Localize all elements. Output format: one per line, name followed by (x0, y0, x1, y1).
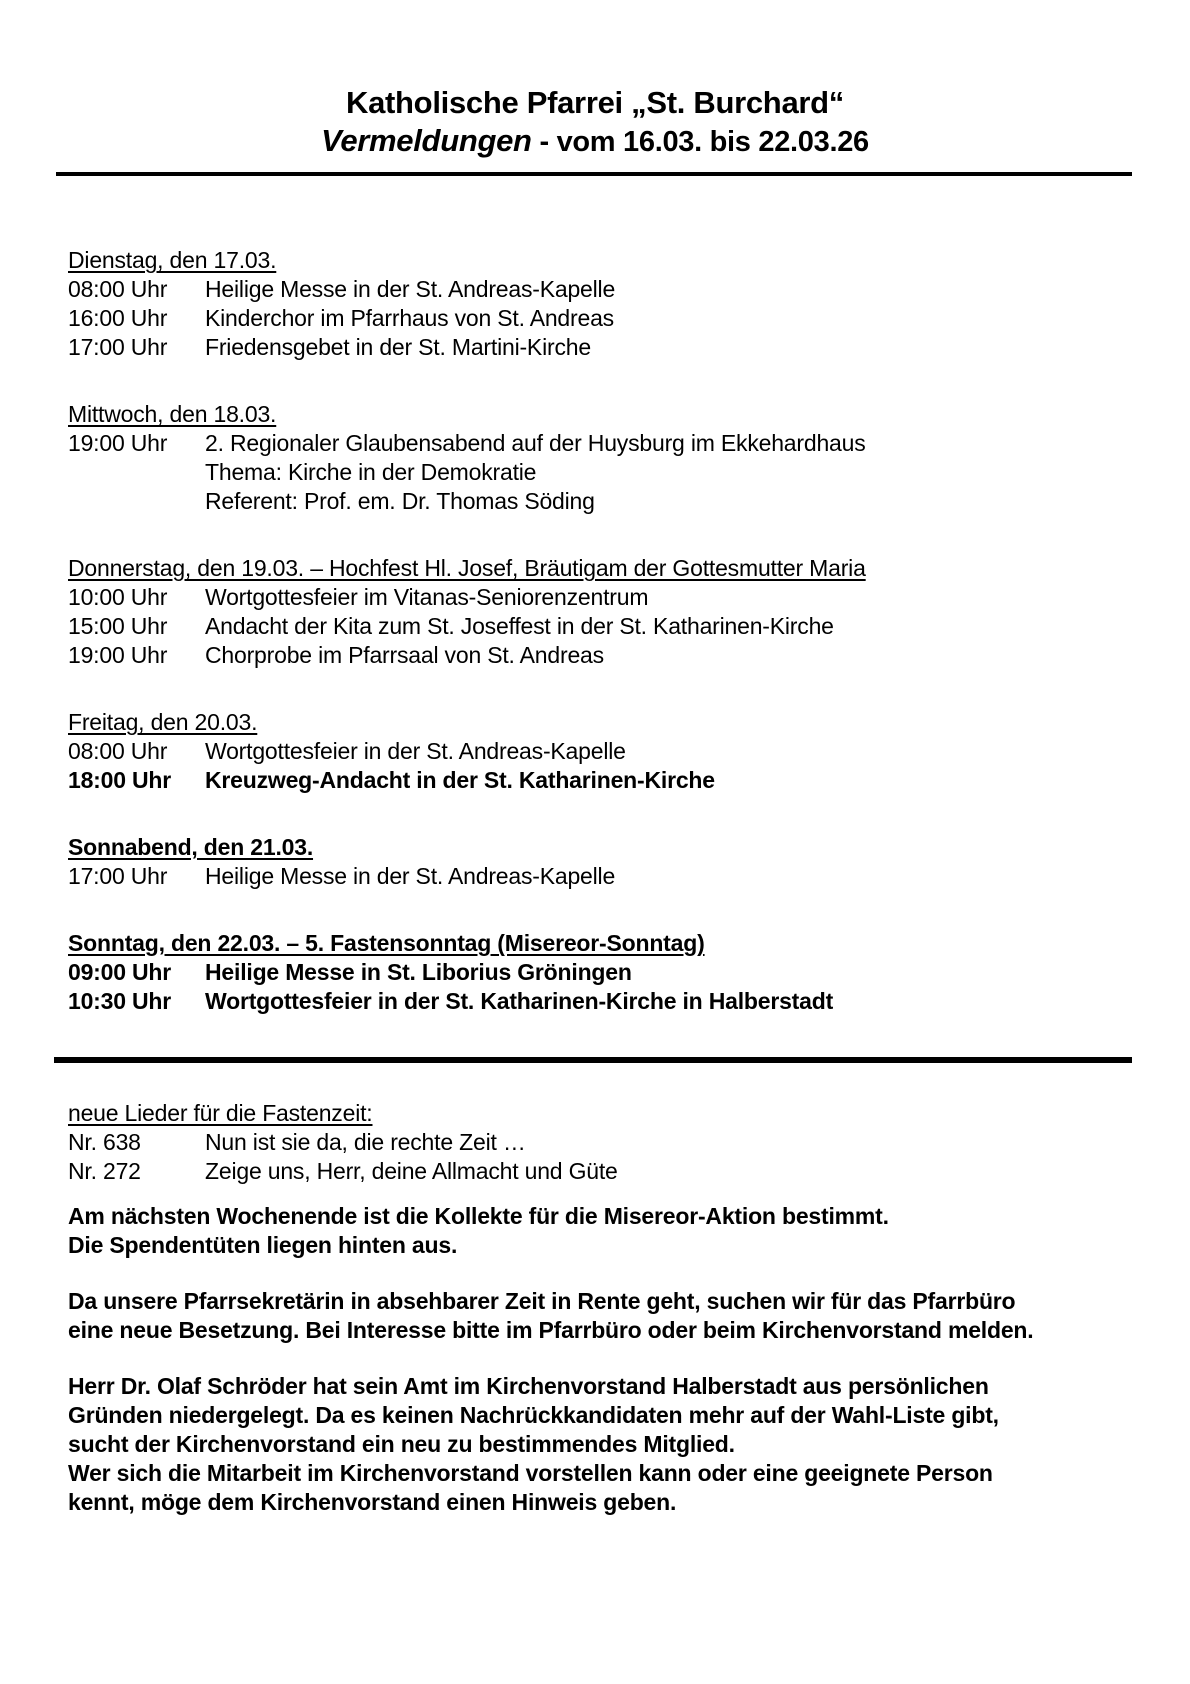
notice-paragraph-pfarrbuero (68, 1287, 1130, 1345)
day-section-sonntag (68, 929, 1130, 1016)
event-time: 08:00 Uhr (68, 738, 168, 764)
notice-line: sucht der Kirchenvorstand ein neu zu bestimmendes Mitglied. (68, 1431, 735, 1457)
schedule-row (68, 487, 1130, 516)
document-subtitle (0, 124, 1190, 159)
songs-section (68, 1099, 1130, 1186)
song-title: Zeige uns, Herr, deine Allmacht und Güte (205, 1158, 618, 1184)
event-description: Wortgottesfeier in der St. Katharinen-Kirche in Halberstadt (205, 988, 834, 1014)
event-time: 17:00 Uhr (68, 334, 168, 360)
event-description: Chorprobe im Pfarrsaal von St. Andreas (205, 642, 604, 668)
event-description: Kinderchor im Pfarrhaus von St. Andreas (205, 305, 614, 331)
event-time: 09:00 Uhr (68, 959, 172, 985)
event-description: Wortgottesfeier in der St. Andreas-Kapelle (205, 738, 626, 764)
song-title: Nun ist sie da, die rechte Zeit … (205, 1129, 526, 1155)
event-time: 10:30 Uhr (68, 988, 172, 1014)
day-heading: Donnerstag, den 19.03. – Hochfest Hl. Josef, Bräutigam der Gottesmutter Maria (68, 555, 866, 581)
notice-line: Am nächsten Wochenende ist die Kollekte für die Misereor-Aktion bestimmt. (68, 1203, 889, 1229)
event-time (68, 458, 205, 487)
schedule-row (68, 737, 1130, 766)
schedule-row (68, 612, 1130, 641)
day-heading: Mittwoch, den 18.03. (68, 401, 277, 427)
schedule-row (68, 987, 1130, 1016)
event-time: 19:00 Uhr (68, 430, 168, 456)
notice-paragraph-kirchenvorstand (68, 1372, 1130, 1517)
event-time: 08:00 Uhr (68, 276, 168, 302)
event-description: Heilige Messe in der St. Andreas-Kapelle (205, 863, 616, 889)
notice-line: Herr Dr. Olaf Schröder hat sein Amt im Kirchenvorstand Halberstadt aus persönlichen (68, 1373, 989, 1399)
day-section-freitag (68, 708, 1130, 795)
schedule-row (68, 304, 1130, 333)
subtitle-date-range: - vom 16.03. bis 22.03.26 (539, 126, 869, 158)
event-description: Wortgottesfeier im Vitanas-Seniorenzentrum (205, 584, 649, 610)
schedule-row (68, 333, 1130, 362)
schedule-row (68, 862, 1130, 891)
schedule-row (68, 458, 1130, 487)
day-section-mittwoch (68, 400, 1130, 516)
event-description: Andacht der Kita zum St. Joseffest in der St. Katharinen-Kirche (205, 613, 834, 639)
day-heading: Dienstag, den 17.03. (68, 247, 277, 273)
notice-line: Gründen niedergelegt. Da es keinen Nachrückkandidaten mehr auf der Wahl-Liste gibt, (68, 1402, 999, 1428)
event-time (68, 487, 205, 516)
song-row (68, 1128, 1130, 1157)
event-description: Kreuzweg-Andacht in der St. Katharinen-Kirche (205, 767, 715, 793)
notice-line: Da unsere Pfarrsekretärin in absehbarer Zeit in Rente geht, suchen wir für das Pfarrbüro (68, 1288, 1016, 1314)
day-section-donnerstag (68, 554, 1130, 670)
event-description: Referent: Prof. em. Dr. Thomas Söding (205, 488, 595, 514)
parish-title: Katholische Pfarrei „St. Burchard“ (346, 85, 844, 120)
day-heading: Freitag, den 20.03. (68, 709, 258, 735)
schedule-row (68, 766, 1130, 795)
event-time: 18:00 Uhr (68, 767, 172, 793)
notice-line: Die Spendentüten liegen hinten aus. (68, 1232, 458, 1258)
content-divider-rule (54, 1057, 1132, 1063)
schedule-row (68, 275, 1130, 304)
song-number: Nr. 272 (68, 1158, 141, 1184)
notice-line: Wer sich die Mitarbeit im Kirchenvorstand vorstellen kann oder eine geeignete Person (68, 1460, 993, 1486)
day-section-sonnabend (68, 833, 1130, 891)
event-time: 15:00 Uhr (68, 613, 168, 639)
subtitle-name: Vermeldungen (321, 123, 532, 158)
event-description: Friedensgebet in der St. Martini-Kirche (205, 334, 591, 360)
event-time: 19:00 Uhr (68, 642, 168, 668)
notice-line: kennt, möge dem Kirchenvorstand einen Hinweis geben. (68, 1489, 677, 1515)
schedule-row (68, 958, 1130, 987)
event-time: 10:00 Uhr (68, 584, 168, 610)
song-row (68, 1157, 1130, 1186)
songs-heading: neue Lieder für die Fastenzeit: (68, 1100, 373, 1126)
event-description: Heilige Messe in St. Liborius Gröningen (205, 959, 632, 985)
notice-paragraph-kollekte (68, 1202, 1130, 1260)
schedule-row (68, 429, 1130, 458)
schedule-row (68, 583, 1130, 612)
day-heading: Sonnabend, den 21.03. (68, 834, 314, 860)
event-time: 17:00 Uhr (68, 863, 168, 889)
notice-line: eine neue Besetzung. Bei Interesse bitte im Pfarrbüro oder beim Kirchenvorstand melden. (68, 1317, 1034, 1343)
document-body (0, 176, 1190, 1517)
song-number: Nr. 638 (68, 1129, 141, 1155)
event-description: Thema: Kirche in der Demokratie (205, 459, 537, 485)
document-header (0, 0, 1190, 159)
event-time: 16:00 Uhr (68, 305, 168, 331)
event-description: 2. Regionaler Glaubensabend auf der Huysburg im Ekkehardhaus (205, 430, 866, 456)
day-heading: Sonntag, den 22.03. – 5. Fastensonntag (Misereor-Sonntag) (68, 930, 705, 956)
day-section-dienstag (68, 246, 1130, 362)
event-description: Heilige Messe in der St. Andreas-Kapelle (205, 276, 616, 302)
schedule-row (68, 641, 1130, 670)
